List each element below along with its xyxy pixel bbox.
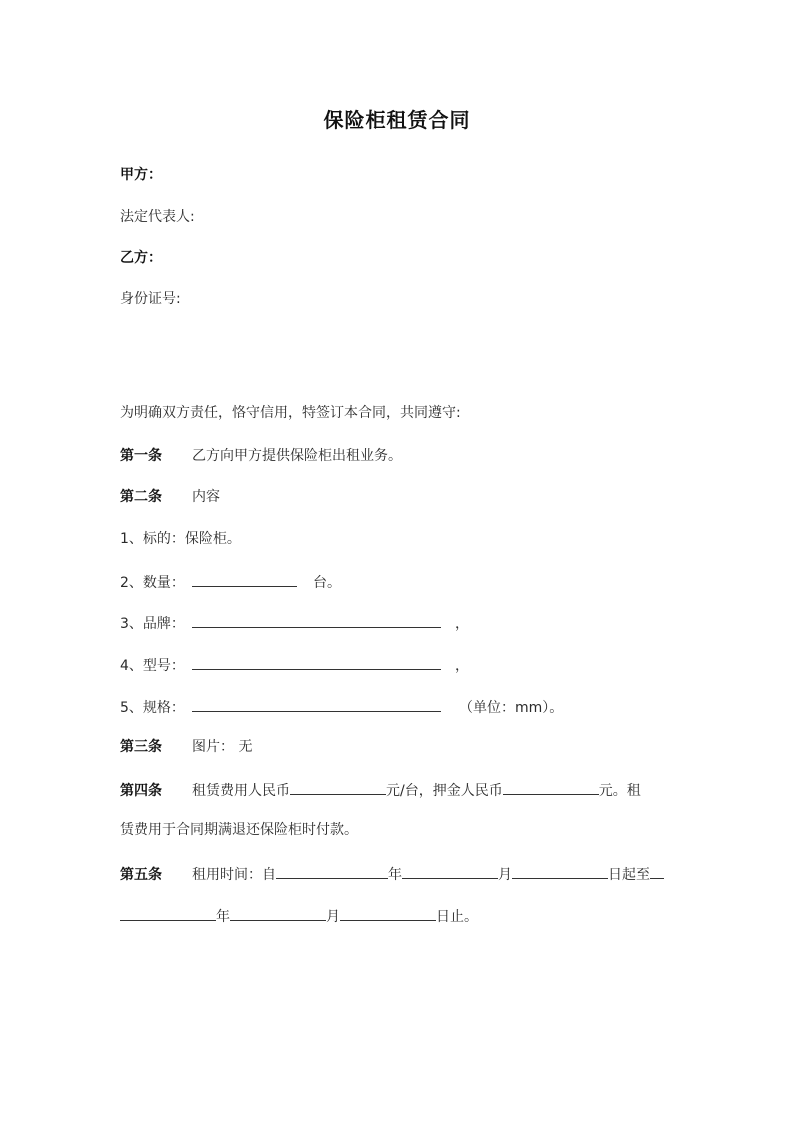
article-3 bbox=[120, 738, 252, 756]
start-month-label: 月 bbox=[498, 867, 512, 883]
article-4 bbox=[120, 780, 641, 800]
end-day-label: 日止。 bbox=[436, 909, 478, 925]
article-3-text: 图片： 无 bbox=[192, 739, 253, 755]
article-2-label: 第二条 bbox=[120, 489, 162, 505]
item-2-suffix: 台。 bbox=[313, 575, 341, 591]
item-5 bbox=[120, 697, 563, 717]
start-month-blank[interactable] bbox=[402, 864, 498, 879]
end-month-label: 月 bbox=[326, 909, 340, 925]
article-5 bbox=[120, 864, 664, 884]
specification-blank[interactable] bbox=[192, 697, 441, 712]
item-4 bbox=[120, 655, 469, 675]
item-4-suffix: ， bbox=[455, 658, 469, 674]
item-3-label: 3、品牌： bbox=[120, 616, 185, 632]
article-1-text: 乙方向甲方提供保险柜出租业务。 bbox=[192, 448, 402, 464]
article-5-text-1: 租用时间：自 bbox=[192, 867, 276, 883]
item-2-label: 2、数量： bbox=[120, 575, 185, 591]
brand-blank[interactable] bbox=[192, 613, 441, 628]
end-day-blank[interactable] bbox=[340, 906, 436, 921]
article-4-text-3: 元。租 bbox=[598, 783, 641, 799]
preamble: 为明确双方责任，恪守信用，特签订本合同，共同遵守: bbox=[120, 405, 461, 421]
item-1 bbox=[120, 530, 241, 548]
article-1-label: 第一条 bbox=[120, 448, 162, 464]
end-month-blank[interactable] bbox=[230, 906, 326, 921]
rent-fee-blank[interactable] bbox=[290, 780, 386, 795]
model-blank[interactable] bbox=[192, 655, 441, 670]
deposit-blank[interactable] bbox=[503, 780, 599, 795]
end-year-blank[interactable] bbox=[120, 906, 216, 921]
article-5-label: 第五条 bbox=[120, 867, 162, 883]
item-4-label: 4、型号： bbox=[120, 658, 185, 674]
item-1-value: 保险柜。 bbox=[184, 531, 241, 547]
article-2 bbox=[120, 488, 220, 506]
party-b-label: 乙方： bbox=[120, 250, 162, 266]
article-4-text-2: 元/台，押金人民币 bbox=[386, 783, 503, 799]
party-a-label: 甲方： bbox=[120, 167, 162, 183]
id-number-label: 身份证号: bbox=[120, 291, 181, 307]
item-3-suffix: ， bbox=[455, 616, 469, 632]
start-day-label: 日起至 bbox=[608, 867, 650, 883]
item-2 bbox=[120, 572, 341, 592]
article-2-text: 内容 bbox=[192, 489, 220, 505]
article-4-text-1: 租赁费用人民币 bbox=[192, 783, 290, 799]
quantity-blank[interactable] bbox=[192, 572, 297, 587]
item-5-suffix: （单位：mm）。 bbox=[459, 700, 564, 716]
start-year-label: 年 bbox=[388, 867, 402, 883]
item-1-label: 1、标的： bbox=[120, 531, 185, 547]
article-4-continuation: 赁费用于合同期满退还保险柜时付款。 bbox=[120, 822, 358, 838]
start-year-blank[interactable] bbox=[276, 864, 388, 879]
end-year-label: 年 bbox=[216, 909, 230, 925]
start-day-blank[interactable] bbox=[512, 864, 608, 879]
end-year-blank-start[interactable] bbox=[650, 864, 664, 879]
item-3 bbox=[120, 613, 469, 633]
item-5-label: 5、规格： bbox=[120, 700, 185, 716]
legal-representative-label: 法定代表人: bbox=[120, 209, 195, 225]
article-3-label: 第三条 bbox=[120, 739, 162, 755]
article-1 bbox=[120, 447, 402, 465]
article-5-continuation bbox=[120, 906, 478, 926]
article-4-label: 第四条 bbox=[120, 783, 162, 799]
document-title: 保险柜租赁合同 bbox=[323, 108, 471, 132]
